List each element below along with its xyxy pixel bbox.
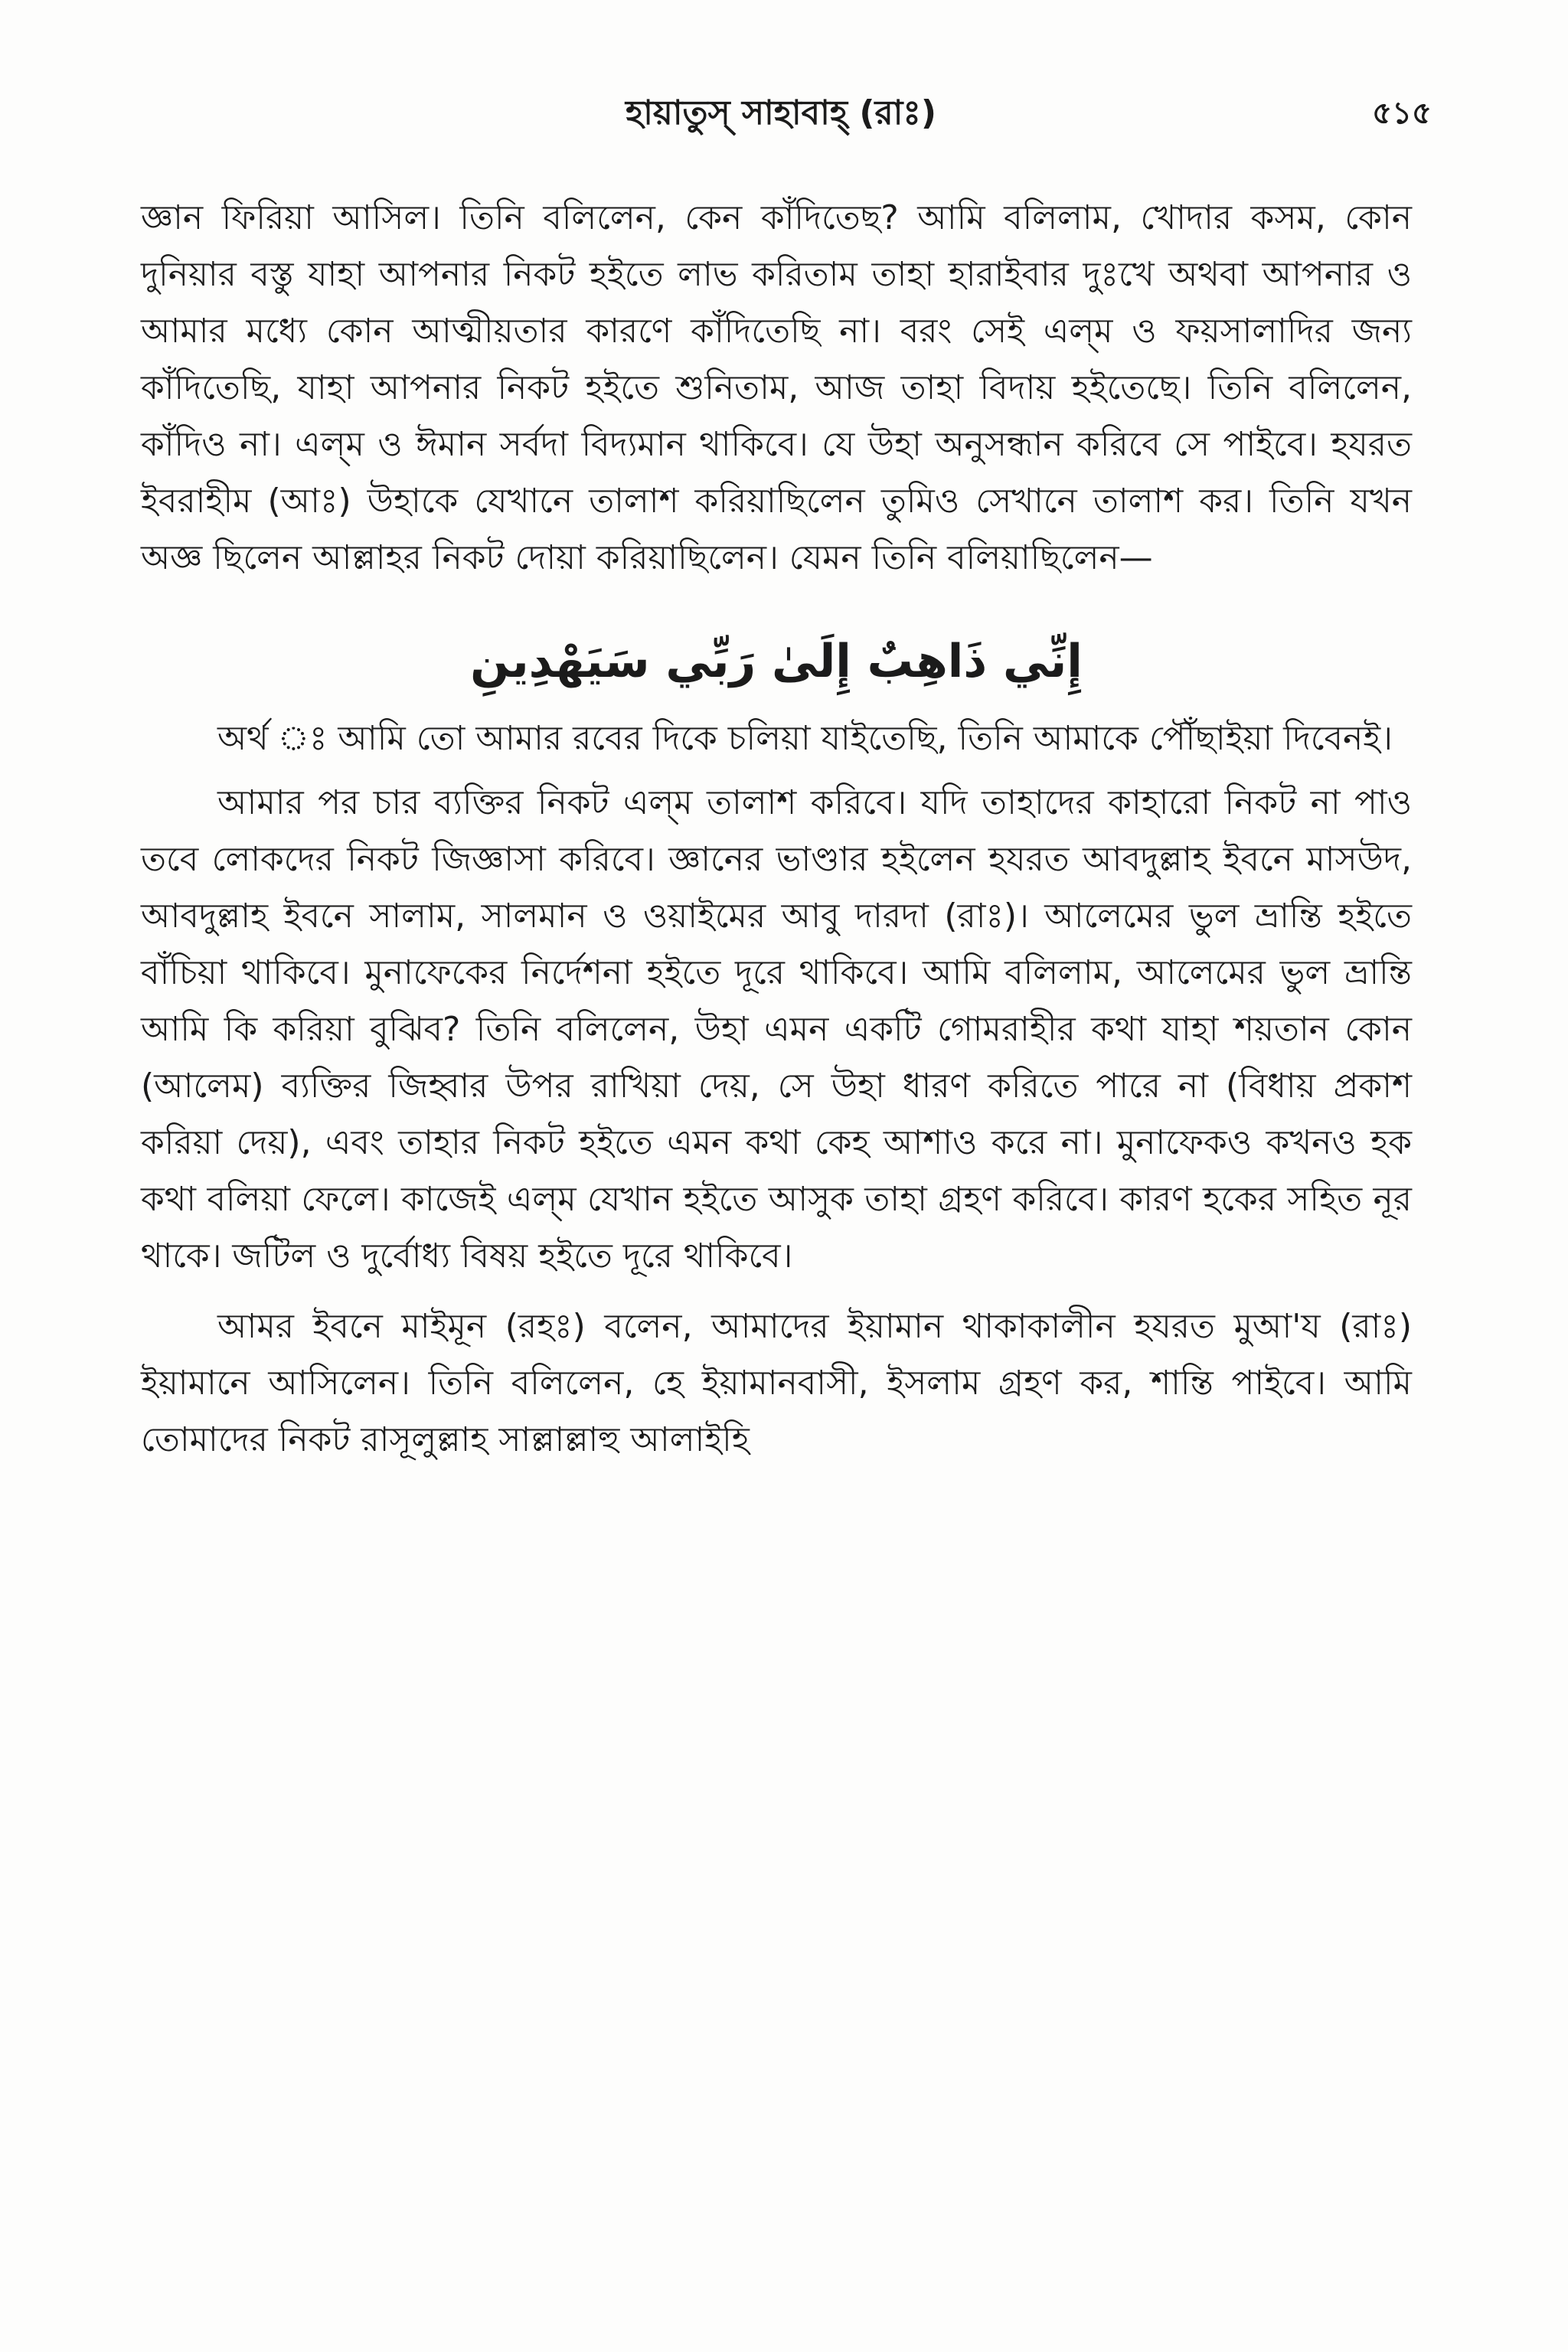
paragraph-3: আমার পর চার ব্যক্তির নিকট এল্‌ম তালাশ করিবে। যদি তাহাদের কাহারো নিকট না পাও তবে লোকদের নিকট জিজ্ঞাসা করিবে। জ্ঞানের ভাণ্ডার হইলেন হযরত আবদুল্লাহ ইবনে মাসউদ, আবদুল্লাহ ইবনে সালাম, সালমান ও ওয়াইমের আবু দারদা (রাঃ)। আলেমের ভুল ভ্রান্তি হইতে বাঁচিয়া থাকিবে। মুনাফেকের নির্দেশনা হইতে দূরে থাকিবে। আমি বলিলাম, আলেমের ভুল ভ্রান্তি আমি কি করিয়া বুঝিব? তিনি বলিলেন, উহা এমন একটি গোমরাহীর কথা যাহা শয়তান কোন (আলেম) ব্যক্তির জিহ্বার উপর রাখিয়া দেয়, সে উহা ধারণ করিতে পারে না (বিধায় প্রকাশ করিয়া দেয়), এবং তাহার নিকট হইতে এমন কথা কেহ আশাও করে না। মুনাফেকও কখনও হক কথা বলিয়া ফেলে। কাজেই এল্‌ম যেখান হইতে আসুক তাহা গ্রহণ করিবে। কারণ হকের সহিত নূর থাকে। জটিল ও দুর্বোধ্য বিষয় হইতে দূরে থাকিবে। — [141, 783, 1412, 1276]
header-title: হায়াতুস্ সাহাবাহ্ (রাঃ) — [626, 93, 936, 132]
arabic-verse: إِنِّي ذَاهِبٌ إِلَىٰ رَبِّي سَيَهْدِينِ — [470, 635, 1083, 688]
body-text — [141, 190, 1412, 1468]
running-header — [130, 90, 1432, 144]
page-number: ৫১৫ — [1372, 96, 1432, 131]
paragraph-meaning: অর্থ ঃ আমি তো আমার রবের দিকে চলিয়া যাইতেছি, তিনি আমাকে পৌঁছাইয়া দিবেনই। — [217, 719, 1393, 758]
paragraph-4: আমর ইবনে মাইমূন (রহঃ) বলেন, আমাদের ইয়ামান থাকাকালীন হযরত মুআ'য (রাঃ) ইয়ামানে আসিলেন। তিনি বলিলেন, হে ইয়ামানবাসী, ইসলাম গ্রহণ কর, শান্তি পাইবে। আমি তোমাদের নিকট রাসূলুল্লাহ সাল্লাল্লাহু আলাইহি — [141, 1307, 1412, 1459]
paragraph-1: জ্ঞান ফিরিয়া আসিল। তিনি বলিলেন, কেন কাঁদিতেছ? আমি বলিলাম, খোদার কসম, কোন দুনিয়ার বস্তু যাহা আপনার নিকট হইতে লাভ করিতাম তাহা হারাইবার দুঃখে অথবা আপনার ও আমার মধ্যে কোন আত্মীয়তার কারণে কাঁদিতেছি না। বরং সেই এল্‌ম ও ফয়সালাদির জন্য কাঁদিতেছি, যাহা আপনার নিকট হইতে শুনিতাম, আজ তাহা বিদায় হইতেছে। তিনি বলিলেন, কাঁদিও না। এল্‌ম ও ঈমান সর্বদা বিদ্যমান থাকিবে। যে উহা অনুসন্ধান করিবে সে পাইবে। হযরত ইবরাহীম (আঃ) উহাকে যেখানে তালাশ করিয়াছিলেন তুমিও সেখানে তালাশ কর। তিনি যখন অজ্ঞ ছিলেন আল্লাহর নিকট দোয়া করিয়াছিলেন। যেমন তিনি বলিয়াছিলেন— — [141, 198, 1412, 577]
